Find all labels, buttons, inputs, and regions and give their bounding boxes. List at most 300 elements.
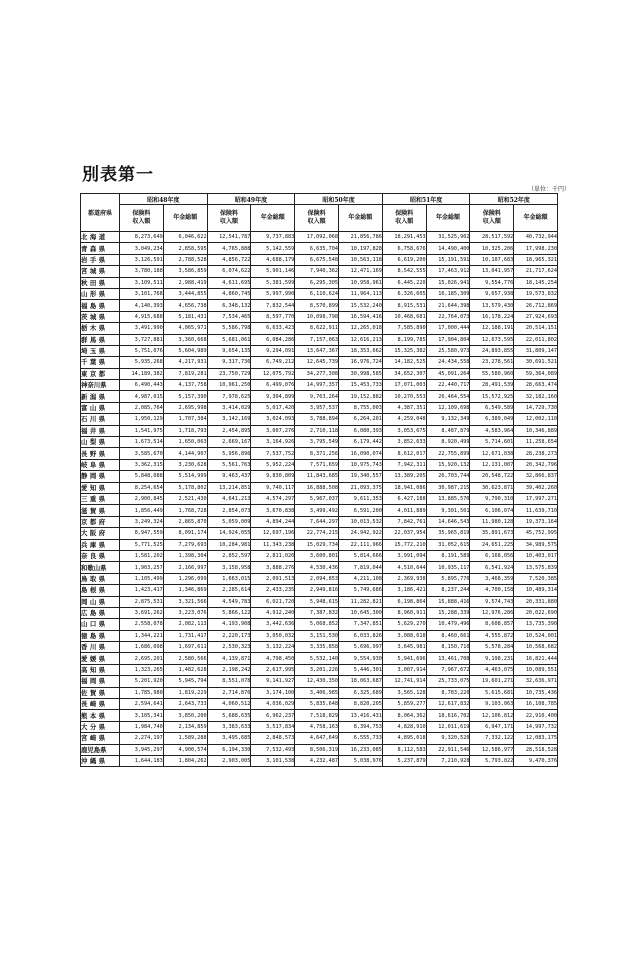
pension-total-cell: 10,013,532 bbox=[339, 516, 383, 527]
premium-income-cell: 5,629,270 bbox=[382, 619, 426, 630]
premium-income-cell: 3,945,297 bbox=[120, 744, 164, 755]
pension-total-cell: 4,574,297 bbox=[251, 493, 295, 504]
premium-income-cell: 34,652,307 bbox=[382, 368, 426, 379]
pension-total-cell: 21,093,375 bbox=[339, 482, 383, 493]
premium-income-cell: 22,037,954 bbox=[382, 528, 426, 539]
pension-total-cell: 10,735,436 bbox=[514, 687, 558, 698]
premium-income-cell: 8,064,362 bbox=[382, 710, 426, 721]
table-row bbox=[81, 368, 558, 379]
prefecture-cell: 長野県 bbox=[81, 448, 120, 459]
table-row bbox=[81, 539, 558, 550]
pension-total-cell: 3,230,628 bbox=[163, 459, 207, 470]
premium-income-cell: 6,194,330 bbox=[207, 744, 251, 755]
pension-total-cell: 6,046,622 bbox=[163, 232, 207, 243]
pension-total-cell: 15,191,591 bbox=[426, 254, 470, 265]
premium-income-cell: 4,139,871 bbox=[207, 653, 251, 664]
pension-total-cell: 6,962,237 bbox=[251, 710, 295, 721]
table-row bbox=[81, 391, 558, 402]
pension-total-cell: 28,238,273 bbox=[514, 448, 558, 459]
pension-total-cell: 9,737,883 bbox=[251, 232, 295, 243]
pension-total-cell: 22,111,966 bbox=[339, 539, 383, 550]
premium-income-cell: 4,647,649 bbox=[295, 733, 339, 744]
prefecture-cell: 岩手県 bbox=[81, 254, 120, 265]
premium-income-cell: 8,273,649 bbox=[120, 232, 164, 243]
premium-income-cell: 6,947,171 bbox=[470, 721, 514, 732]
premium-income-cell: 8,371,256 bbox=[295, 448, 339, 459]
pension-total-cell: 10,479,496 bbox=[426, 619, 470, 630]
premium-income-cell: 4,011,889 bbox=[382, 505, 426, 516]
premium-income-cell: 5,771,525 bbox=[120, 539, 164, 550]
pension-total-cell: 18,965,321 bbox=[514, 254, 558, 265]
table-row bbox=[81, 425, 558, 436]
pension-total-cell: 14,490,400 bbox=[426, 243, 470, 254]
premium-income-cell: 1,950,129 bbox=[120, 414, 164, 425]
premium-income-cell: 6,758,676 bbox=[382, 243, 426, 254]
pension-total-cell: 2,695,998 bbox=[163, 402, 207, 413]
premium-income-cell: 23,750,729 bbox=[207, 368, 251, 379]
premium-income-cell: 7,571,659 bbox=[295, 459, 339, 470]
pension-total-cell: 16,976,724 bbox=[339, 357, 383, 368]
pension-total-cell: 2,166,997 bbox=[163, 562, 207, 573]
pension-total-cell: 3,050,032 bbox=[251, 630, 295, 641]
pension-total-cell: 20,022,690 bbox=[514, 607, 558, 618]
pension-total-cell: 10,975,743 bbox=[339, 459, 383, 470]
premium-income-cell: 3,957,537 bbox=[295, 402, 339, 413]
premium-income-cell: 1,856,449 bbox=[120, 505, 164, 516]
pension-total-cell: 15,888,416 bbox=[426, 596, 470, 607]
pension-total-cell: 8,783,220 bbox=[426, 687, 470, 698]
year-header: 昭和48年度 bbox=[120, 194, 208, 205]
pension-total-cell: 2,082,113 bbox=[163, 619, 207, 630]
premium-income-cell: 3,499,492 bbox=[295, 505, 339, 516]
premium-income-cell: 34,277,308 bbox=[295, 368, 339, 379]
premium-income-cell: 1,984,740 bbox=[120, 721, 164, 732]
premium-income-cell: 1,644,183 bbox=[120, 755, 164, 766]
premium-income-cell: 6,635,704 bbox=[295, 243, 339, 254]
prefecture-cell: 茨城県 bbox=[81, 311, 120, 322]
pension-total-cell: 1,707,384 bbox=[163, 414, 207, 425]
premium-income-cell: 4,987,015 bbox=[120, 391, 164, 402]
premium-income-cell: 5,681,061 bbox=[207, 334, 251, 345]
premium-income-cell: 2,094,853 bbox=[295, 573, 339, 584]
premium-income-cell: 7,978,625 bbox=[207, 391, 251, 402]
premium-income-cell: 7,644,297 bbox=[295, 516, 339, 527]
pension-total-cell: 3,670,838 bbox=[251, 505, 295, 516]
pension-total-cell: 9,611,353 bbox=[339, 493, 383, 504]
table-row bbox=[81, 528, 558, 539]
premium-income-cell: 23,278,561 bbox=[470, 357, 514, 368]
premium-income-cell: 12,645,739 bbox=[295, 357, 339, 368]
premium-income-cell: 2,710,118 bbox=[295, 425, 339, 436]
pension-total-cell: 7,520,385 bbox=[514, 573, 558, 584]
pension-total-cell: 9,132,349 bbox=[426, 414, 470, 425]
premium-income-cell: 2,369,938 bbox=[382, 573, 426, 584]
premium-income-cell: 8,112,583 bbox=[382, 744, 426, 755]
pension-total-cell: 10,958,961 bbox=[339, 277, 383, 288]
pension-total-cell: 8,091,174 bbox=[163, 528, 207, 539]
pension-total-cell: 5,017,420 bbox=[251, 402, 295, 413]
table-row bbox=[81, 482, 558, 493]
premium-income-cell: 13,214,851 bbox=[207, 482, 251, 493]
prefecture-cell: 宮崎県 bbox=[81, 733, 120, 744]
prefecture-cell: 山口県 bbox=[81, 619, 120, 630]
premium-income-cell: 13,041,957 bbox=[470, 266, 514, 277]
prefecture-cell: 石川県 bbox=[81, 414, 120, 425]
unit-label: （単位：千円） bbox=[528, 186, 571, 193]
premium-income-cell: 2,454,895 bbox=[207, 425, 251, 436]
premium-income-cell: 3,468,359 bbox=[470, 573, 514, 584]
premium-income-cell: 3,186,421 bbox=[382, 585, 426, 596]
pension-total-cell: 5,446,301 bbox=[339, 664, 383, 675]
premium-income-cell: 5,586,798 bbox=[207, 323, 251, 334]
pension-total-cell: 1,482,628 bbox=[163, 664, 207, 675]
prefecture-cell: 東京都 bbox=[81, 368, 120, 379]
pension-total-cell: 2,848,573 bbox=[251, 733, 295, 744]
premium-income-cell: 28,491,539 bbox=[470, 380, 514, 391]
pension-total-cell: 1,650,063 bbox=[163, 437, 207, 448]
premium-income-cell: 2,900,845 bbox=[120, 493, 164, 504]
premium-income-cell: 6,675,548 bbox=[295, 254, 339, 265]
premium-income-cell: 4,193,908 bbox=[207, 619, 251, 630]
pension-total-cell: 2,643,733 bbox=[163, 699, 207, 710]
pension-total-cell: 19,152,882 bbox=[339, 391, 383, 402]
pension-total-cell: 30,987,215 bbox=[426, 482, 470, 493]
pension-total-cell: 8,755,003 bbox=[339, 402, 383, 413]
premium-income-cell: 8,947,559 bbox=[120, 528, 164, 539]
table-row bbox=[81, 380, 558, 391]
pension-total-cell: 11,964,113 bbox=[339, 288, 383, 299]
premium-income-cell: 1,673,514 bbox=[120, 437, 164, 448]
premium-income-cell: 3,795,549 bbox=[295, 437, 339, 448]
premium-income-cell: 4,758,163 bbox=[295, 721, 339, 732]
premium-income-cell: 3,585,670 bbox=[120, 448, 164, 459]
prefecture-header: 都道府県 bbox=[81, 194, 120, 232]
premium-income-cell: 55,580,960 bbox=[470, 368, 514, 379]
premium-income-cell: 3,201,226 bbox=[295, 664, 339, 675]
premium-income-cell: 2,669,167 bbox=[207, 437, 251, 448]
premium-income-cell: 14,924,055 bbox=[207, 528, 251, 539]
premium-income-cell: 14,997,357 bbox=[295, 380, 339, 391]
premium-income-cell: 4,530,436 bbox=[295, 562, 339, 573]
prefecture-cell: 山形県 bbox=[81, 288, 120, 299]
premium-income-cell: 6,549,589 bbox=[470, 402, 514, 413]
pension-total-cell: 6,555,733 bbox=[339, 733, 383, 744]
prefecture-cell: 広島県 bbox=[81, 607, 120, 618]
premium-income-cell: 2,854,073 bbox=[207, 505, 251, 516]
premium-income-cell: 7,940,362 bbox=[295, 266, 339, 277]
pension-total-cell: 30,998,585 bbox=[339, 368, 383, 379]
premium-income-cell: 9,790,310 bbox=[470, 493, 514, 504]
prefecture-cell: 山梨県 bbox=[81, 437, 120, 448]
premium-income-cell: 2,852,597 bbox=[207, 550, 251, 561]
table-row bbox=[81, 448, 558, 459]
pension-total-cell: 27,924,693 bbox=[514, 311, 558, 322]
pension-total-cell: 4,912,240 bbox=[251, 607, 295, 618]
premium-income-cell: 30,623,871 bbox=[470, 482, 514, 493]
pension-total-cell: 21,644,398 bbox=[426, 300, 470, 311]
pension-total-cell: 12,109,698 bbox=[426, 402, 470, 413]
pension-total-cell: 39,402,260 bbox=[514, 482, 558, 493]
pension-total-cell: 28,518,528 bbox=[514, 744, 558, 755]
year-header: 昭和49年度 bbox=[207, 194, 295, 205]
pension-total-cell: 1,804,262 bbox=[163, 755, 207, 766]
premium-income-cell: 5,532,140 bbox=[295, 653, 339, 664]
premium-income-cell: 3,151,530 bbox=[295, 630, 339, 641]
premium-income-cell: 14,189,382 bbox=[120, 368, 164, 379]
pension-total-cell: 5,381,599 bbox=[251, 277, 295, 288]
pension-total-cell: 11,258,654 bbox=[514, 437, 558, 448]
prefecture-cell: 徳島県 bbox=[81, 630, 120, 641]
pension-total-cell: 4,065,971 bbox=[163, 323, 207, 334]
premium-income-cell: 3,406,985 bbox=[295, 687, 339, 698]
table-row bbox=[81, 505, 558, 516]
pension-total-cell: 4,144,907 bbox=[163, 448, 207, 459]
premium-income-cell: 13,579,430 bbox=[470, 300, 514, 311]
premium-income-cell: 9,654,135 bbox=[207, 345, 251, 356]
premium-income-cell: 6,619,200 bbox=[382, 254, 426, 265]
premium-income-cell: 13,647,367 bbox=[295, 345, 339, 356]
premium-income-cell: 5,578,284 bbox=[470, 642, 514, 653]
premium-income-cell: 8,506,319 bbox=[295, 744, 339, 755]
pension-total-cell: 20,342,796 bbox=[514, 459, 558, 470]
premium-income-cell: 6,348,132 bbox=[207, 300, 251, 311]
premium-income-cell: 3,088,618 bbox=[382, 630, 426, 641]
table-row bbox=[81, 642, 558, 653]
pension-total-cell: 22,764,073 bbox=[426, 311, 470, 322]
premium-income-cell: 3,101,768 bbox=[120, 288, 164, 299]
premium-income-cell: 5,615,681 bbox=[470, 687, 514, 698]
premium-income-cell: 5,948,615 bbox=[295, 596, 339, 607]
premium-income-cell: 5,859,277 bbox=[382, 699, 426, 710]
pension-total-cell: 3,164,926 bbox=[251, 437, 295, 448]
pension-total-cell: 10,197,828 bbox=[339, 243, 383, 254]
pension-total-cell: 4,211,108 bbox=[339, 573, 383, 584]
premium-income-cell: 3,109,511 bbox=[120, 277, 164, 288]
prefecture-cell: 福井県 bbox=[81, 425, 120, 436]
premium-income-cell: 6,541,924 bbox=[470, 562, 514, 573]
pension-total-cell: 7,819,044 bbox=[339, 562, 383, 573]
pension-total-header: 年金総額 bbox=[426, 205, 470, 232]
pension-total-cell: 18,353,662 bbox=[339, 345, 383, 356]
pension-total-cell: 22,755,899 bbox=[426, 448, 470, 459]
premium-income-cell: 6,427,188 bbox=[382, 493, 426, 504]
pension-total-cell: 5,945,794 bbox=[163, 676, 207, 687]
pension-total-cell: 8,394,753 bbox=[339, 721, 383, 732]
premium-income-cell: 12,541,787 bbox=[207, 232, 251, 243]
pension-total-cell: 3,174,100 bbox=[251, 687, 295, 698]
pension-total-cell: 12,471,169 bbox=[339, 266, 383, 277]
premium-income-cell: 3,053,675 bbox=[382, 425, 426, 436]
table-row bbox=[81, 459, 558, 470]
pension-total-cell: 20,331,880 bbox=[514, 596, 558, 607]
year-header: 昭和52年度 bbox=[470, 194, 558, 205]
table-row bbox=[81, 755, 558, 766]
premium-income-cell: 2,198,242 bbox=[207, 664, 251, 675]
premium-income-header: 保険料 収入額 bbox=[470, 205, 514, 232]
premium-income-cell: 1,903,257 bbox=[120, 562, 164, 573]
pension-total-cell: 6,633,423 bbox=[251, 323, 295, 334]
pension-total-cell: 3,586,859 bbox=[163, 266, 207, 277]
prefecture-cell: 宮城県 bbox=[81, 266, 120, 277]
premium-income-cell: 5,714,601 bbox=[470, 437, 514, 448]
pension-total-cell: 14,729,730 bbox=[514, 402, 558, 413]
pension-total-cell: 12,617,832 bbox=[426, 699, 470, 710]
pension-total-cell: 2,865,870 bbox=[163, 516, 207, 527]
premium-income-cell: 17,092,068 bbox=[295, 232, 339, 243]
pension-total-cell: 8,191,589 bbox=[426, 550, 470, 561]
premium-income-cell: 1,423,417 bbox=[120, 585, 164, 596]
premium-income-cell: 3,335,858 bbox=[295, 642, 339, 653]
table-row bbox=[81, 733, 558, 744]
pension-total-cell: 4,036,029 bbox=[251, 699, 295, 710]
pension-total-cell: 14,997,732 bbox=[514, 721, 558, 732]
prefecture-cell: 岡山県 bbox=[81, 596, 120, 607]
premium-income-cell: 1,581,202 bbox=[120, 550, 164, 561]
premium-income-cell: 24,893,855 bbox=[470, 345, 514, 356]
pension-total-cell: 4,688,179 bbox=[251, 254, 295, 265]
pension-total-cell: 9,830,809 bbox=[251, 471, 295, 482]
prefecture-cell: 福岡県 bbox=[81, 676, 120, 687]
premium-income-header: 保険料 収入額 bbox=[295, 205, 339, 232]
premium-income-cell: 7,942,311 bbox=[382, 459, 426, 470]
premium-income-cell: 9,317,736 bbox=[207, 357, 251, 368]
premium-income-cell: 16,178,224 bbox=[470, 311, 514, 322]
pension-total-cell: 6,179,442 bbox=[339, 437, 383, 448]
pension-total-cell: 3,132,224 bbox=[251, 642, 295, 653]
table-row bbox=[81, 687, 558, 698]
pension-total-cell: 45,752,995 bbox=[514, 528, 558, 539]
pension-total-cell: 17,463,912 bbox=[426, 266, 470, 277]
premium-income-cell: 12,741,914 bbox=[382, 676, 426, 687]
prefecture-cell: 熊本県 bbox=[81, 710, 120, 721]
pension-total-cell: 15,532,240 bbox=[339, 300, 383, 311]
premium-income-cell: 35,891,673 bbox=[470, 528, 514, 539]
prefecture-cell: 富山県 bbox=[81, 402, 120, 413]
premium-income-cell: 8,570,899 bbox=[295, 300, 339, 311]
premium-income-cell: 2,594,641 bbox=[120, 699, 164, 710]
pension-total-cell: 3,888,276 bbox=[251, 562, 295, 573]
pension-total-cell: 13,575,839 bbox=[514, 562, 558, 573]
table-row bbox=[81, 277, 558, 288]
premium-income-cell: 5,068,852 bbox=[295, 619, 339, 630]
premium-income-cell: 20,548,722 bbox=[470, 471, 514, 482]
pension-total-cell: 10,568,682 bbox=[514, 642, 558, 653]
pension-total-cell: 26,703,744 bbox=[426, 471, 470, 482]
pension-total-cell: 12,697,196 bbox=[251, 528, 295, 539]
pension-total-cell: 5,901,146 bbox=[251, 266, 295, 277]
pension-total-cell: 10,489,314 bbox=[514, 585, 558, 596]
premium-income-cell: 1,686,098 bbox=[120, 642, 164, 653]
pension-total-cell: 7,967,672 bbox=[426, 664, 470, 675]
premium-income-cell: 4,140,393 bbox=[120, 300, 164, 311]
pension-total-cell: 7,819,281 bbox=[163, 368, 207, 379]
pension-total-cell: 3,321,566 bbox=[163, 596, 207, 607]
premium-income-cell: 4,860,745 bbox=[207, 288, 251, 299]
pension-total-cell: 26,712,869 bbox=[514, 300, 558, 311]
pension-total-cell: 25,580,973 bbox=[426, 345, 470, 356]
pension-total-cell: 8,150,710 bbox=[426, 642, 470, 653]
pension-total-cell: 10,645,300 bbox=[339, 607, 383, 618]
prefecture-cell: 和歌山県 bbox=[81, 562, 120, 573]
pension-total-cell: 6,499,076 bbox=[251, 380, 295, 391]
pension-total-cell: 9,141,927 bbox=[251, 676, 295, 687]
pension-total-header: 年金総額 bbox=[514, 205, 558, 232]
pension-total-cell: 16,821,444 bbox=[514, 653, 558, 664]
prefecture-cell: 沖縄県 bbox=[81, 755, 120, 766]
prefecture-cell: 静岡県 bbox=[81, 471, 120, 482]
pension-total-cell: 3,444,855 bbox=[163, 288, 207, 299]
pension-total-cell: 20,514,151 bbox=[514, 323, 558, 334]
pension-total-cell: 22,910,400 bbox=[514, 710, 558, 721]
premium-income-cell: 5,201,920 bbox=[120, 676, 164, 687]
pension-total-cell: 2,858,595 bbox=[163, 243, 207, 254]
table-row bbox=[81, 596, 558, 607]
table-row bbox=[81, 562, 558, 573]
premium-income-header: 保険料 収入額 bbox=[382, 205, 426, 232]
premium-income-cell: 2,285,614 bbox=[207, 585, 251, 596]
premium-income-cell: 7,332,122 bbox=[470, 733, 514, 744]
pension-total-cell: 5,514,999 bbox=[163, 471, 207, 482]
pension-total-cell: 12,011,619 bbox=[426, 721, 470, 732]
premium-income-cell: 2,558,078 bbox=[120, 619, 164, 630]
premium-income-header: 保険料 収入額 bbox=[120, 205, 164, 232]
premium-income-cell: 1,785,980 bbox=[120, 687, 164, 698]
premium-income-cell: 11,843,685 bbox=[295, 471, 339, 482]
pension-total-cell: 17,904,804 bbox=[426, 334, 470, 345]
pension-total-cell: 5,997,990 bbox=[251, 288, 295, 299]
table-row bbox=[81, 550, 558, 561]
pension-total-cell: 12,616,213 bbox=[339, 334, 383, 345]
premium-income-cell: 2,220,173 bbox=[207, 630, 251, 641]
pension-total-header: 年金総額 bbox=[339, 205, 383, 232]
premium-income-header: 保険料 収入額 bbox=[207, 205, 251, 232]
premium-income-cell: 4,060,512 bbox=[207, 699, 251, 710]
premium-income-cell: 19,601,271 bbox=[470, 676, 514, 687]
premium-income-cell: 2,085,764 bbox=[120, 402, 164, 413]
pension-total-cell: 8,487,879 bbox=[426, 425, 470, 436]
pension-total-cell: 17,998,230 bbox=[514, 243, 558, 254]
premium-income-cell: 3,414,029 bbox=[207, 402, 251, 413]
table-row bbox=[81, 676, 558, 687]
pension-total-cell: 19,573,832 bbox=[514, 288, 558, 299]
premium-income-cell: 10,107,683 bbox=[470, 254, 514, 265]
premium-income-cell: 15,572,925 bbox=[470, 391, 514, 402]
table-row bbox=[81, 437, 558, 448]
pension-total-cell: 25,733,075 bbox=[426, 676, 470, 687]
premium-income-cell: 3,007,914 bbox=[382, 664, 426, 675]
premium-income-cell: 4,583,964 bbox=[470, 425, 514, 436]
premium-income-cell: 3,991,094 bbox=[382, 550, 426, 561]
pension-total-cell: 14,646,543 bbox=[426, 516, 470, 527]
table-row bbox=[81, 323, 558, 334]
premium-income-cell: 7,157,063 bbox=[295, 334, 339, 345]
pension-total-cell: 3,101,538 bbox=[251, 755, 295, 766]
premium-income-cell: 3,126,591 bbox=[120, 254, 164, 265]
premium-income-cell: 3,852,633 bbox=[382, 437, 426, 448]
prefecture-cell: 兵庫県 bbox=[81, 539, 120, 550]
premium-income-cell: 15,325,382 bbox=[382, 345, 426, 356]
prefecture-cell: 長崎県 bbox=[81, 699, 120, 710]
pension-total-cell: 2,433,235 bbox=[251, 585, 295, 596]
pension-total-cell: 11,282,821 bbox=[339, 596, 383, 607]
premium-income-cell: 6,168,056 bbox=[470, 550, 514, 561]
premium-income-cell: 6,295,305 bbox=[295, 277, 339, 288]
table-row bbox=[81, 266, 558, 277]
table-row bbox=[81, 232, 558, 243]
premium-income-cell: 4,641,213 bbox=[207, 493, 251, 504]
prefecture-cell: 香川県 bbox=[81, 642, 120, 653]
premium-income-cell: 14,182,525 bbox=[382, 357, 426, 368]
